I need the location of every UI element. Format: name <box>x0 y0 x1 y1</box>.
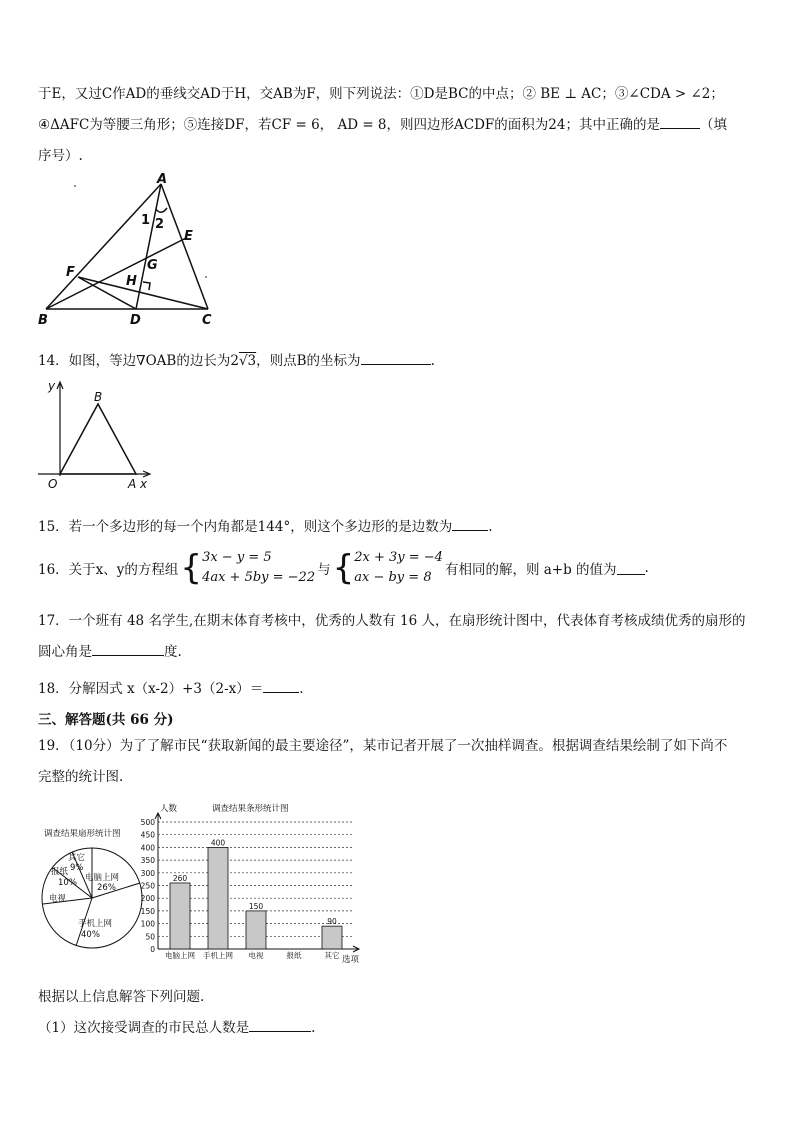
q14-coordinate-figure <box>30 374 160 494</box>
pie-label-dianao: 电脑上网 <box>85 873 120 883</box>
label-angle-1: 1 <box>141 213 151 228</box>
bar-ylabel: 人数 <box>160 804 178 814</box>
pie-pct-shouji: 40% <box>81 930 100 940</box>
label-b: B <box>94 390 103 404</box>
bar-y-tick-label: 150 <box>140 906 155 916</box>
label-f: F <box>66 265 75 280</box>
bar-y-tick-label: 450 <box>140 830 155 840</box>
label-a: A <box>128 477 137 491</box>
pie-pct-dianao: 26% <box>97 883 116 893</box>
q19-line-1: 19．（10分）为了了解市民“获取新闻的最主要途径”，某市记者开展了一次抽样调查。根据调查结果绘制了如下尚不 <box>38 738 728 754</box>
bar-xlabel: 选项 <box>342 955 360 965</box>
q19-sub-question-1: （1）这次接受调查的市民总人数是 . <box>38 1020 316 1036</box>
bar-category-label: 其它 <box>324 951 340 960</box>
bar-y-tick-label: 0 <box>150 945 155 954</box>
equation-system-2: {2x + 3y = −4 ax − by = 8 <box>332 548 443 588</box>
q13-triangle-figure <box>30 172 230 332</box>
pie-label-qita: 其它 <box>68 853 86 863</box>
pie-pct-qita: 9% <box>70 863 84 873</box>
bar-title: 调查结果条形统计图 <box>212 804 289 814</box>
bar-y-tick-label: 350 <box>140 856 155 866</box>
q16-answer-blank[interactable] <box>617 562 645 575</box>
label-a: A <box>157 172 168 187</box>
q19-answer-blank[interactable] <box>249 1019 311 1032</box>
q13-line-3: 序号）. <box>38 148 83 164</box>
q13-line-2: ④ΔAFC为等腰三角形；⑤连接DF，若CF = 6， AD = 8，则四边形ACDF的面积为24；其中正确的是 （填 <box>38 117 727 133</box>
bar-value-label: 400 <box>210 838 226 848</box>
stray-dot <box>205 276 207 278</box>
q14-answer-blank[interactable] <box>361 352 431 365</box>
bar-category-label: 电视 <box>248 951 264 960</box>
label-e: E <box>184 229 193 244</box>
angle-arc <box>156 208 167 212</box>
bar-y-tick-label: 50 <box>145 932 155 942</box>
pie-title: 调查结果扇形统计图 <box>44 829 121 839</box>
q17-line-1: 17．一个班有 48 名学生,在期末体育考核中，优秀的人数有 16 人，在扇形统计图中，代表体育考核成绩优秀的扇形的 <box>38 613 746 629</box>
bar-y-tick-label: 300 <box>140 868 155 878</box>
bar-chart <box>128 800 378 965</box>
bar-value-label: 90 <box>327 917 337 927</box>
bar-value-label: 260 <box>172 873 188 883</box>
q13-answer-blank[interactable] <box>660 116 700 129</box>
q14-line: 14．如图，等边∇OAB的边长为2√3，则点B的坐标为 . <box>38 353 435 369</box>
bar-y-tick-label: 250 <box>140 881 155 891</box>
q16-line: 16．关于x、y的方程组{3x − y = 5 4ax + 5by = −22 与{2x + 3y = −4 ax − by = 8 有相同的解，则 a+b 的值为 . <box>38 548 649 588</box>
section-heading: 三、解答题(共 66 分) <box>38 712 174 728</box>
bar-y-tick-label: 200 <box>140 894 155 904</box>
stray-dot <box>74 185 76 187</box>
bar-0 <box>170 883 190 949</box>
triangle-oab <box>60 404 136 474</box>
q17-line-2: 圆心角是 度. <box>38 644 182 660</box>
q19-after-chart: 根据以上信息解答下列问题. <box>38 989 205 1005</box>
q18-answer-blank[interactable] <box>263 680 299 693</box>
q15-answer-blank[interactable] <box>452 518 488 531</box>
q15-line: 15．若一个多边形的每一个内角都是144°，则这个多边形的是边数为 . <box>38 519 493 535</box>
bar-4 <box>322 926 342 949</box>
label-h: H <box>126 274 137 289</box>
label-o: O <box>48 477 58 491</box>
label-x: x <box>140 477 148 491</box>
pie-pct-baozhi: 10% <box>58 878 77 888</box>
q17-answer-blank[interactable] <box>92 643 164 656</box>
bar-y-tick-label: 500 <box>140 818 155 827</box>
pie-label-baozhi: 报纸 <box>51 867 69 877</box>
pie-label-dianshi: 电视 <box>49 894 67 904</box>
bar-category-label: 手机上网 <box>203 951 233 960</box>
label-c: C <box>202 313 212 328</box>
pie-label-shouji: 手机上网 <box>78 919 113 929</box>
label-angle-2: 2 <box>155 217 165 232</box>
label-g: G <box>147 258 158 273</box>
q18-line: 18．分解因式 x（x-2）+3（2-x）＝ . <box>38 681 304 697</box>
label-b: B <box>38 313 48 328</box>
label-y: y <box>48 379 56 393</box>
seg-ad <box>136 184 161 309</box>
right-angle-mark <box>143 282 150 290</box>
bar-1 <box>208 847 228 949</box>
q13-line-1: 于E，又过C作AD的垂线交AD于H，交AB为F，则下列说法：①D是BC的中点；② BE ⊥ AC；③∠CDA > ∠2； <box>38 86 724 102</box>
bar-value-label: 150 <box>248 901 264 911</box>
bar-category-label: 报纸 <box>286 951 302 960</box>
seg-cf <box>78 277 208 309</box>
bar-2 <box>246 911 266 949</box>
q19-line-2: 完整的统计图. <box>38 769 124 785</box>
label-d: D <box>130 313 141 328</box>
bar-y-tick-label: 100 <box>140 919 155 929</box>
bar-y-tick-label: 400 <box>140 843 155 853</box>
bar-category-label: 电脑上网 <box>165 951 195 960</box>
equation-system-1: {3x − y = 5 4ax + 5by = −22 <box>180 548 316 588</box>
